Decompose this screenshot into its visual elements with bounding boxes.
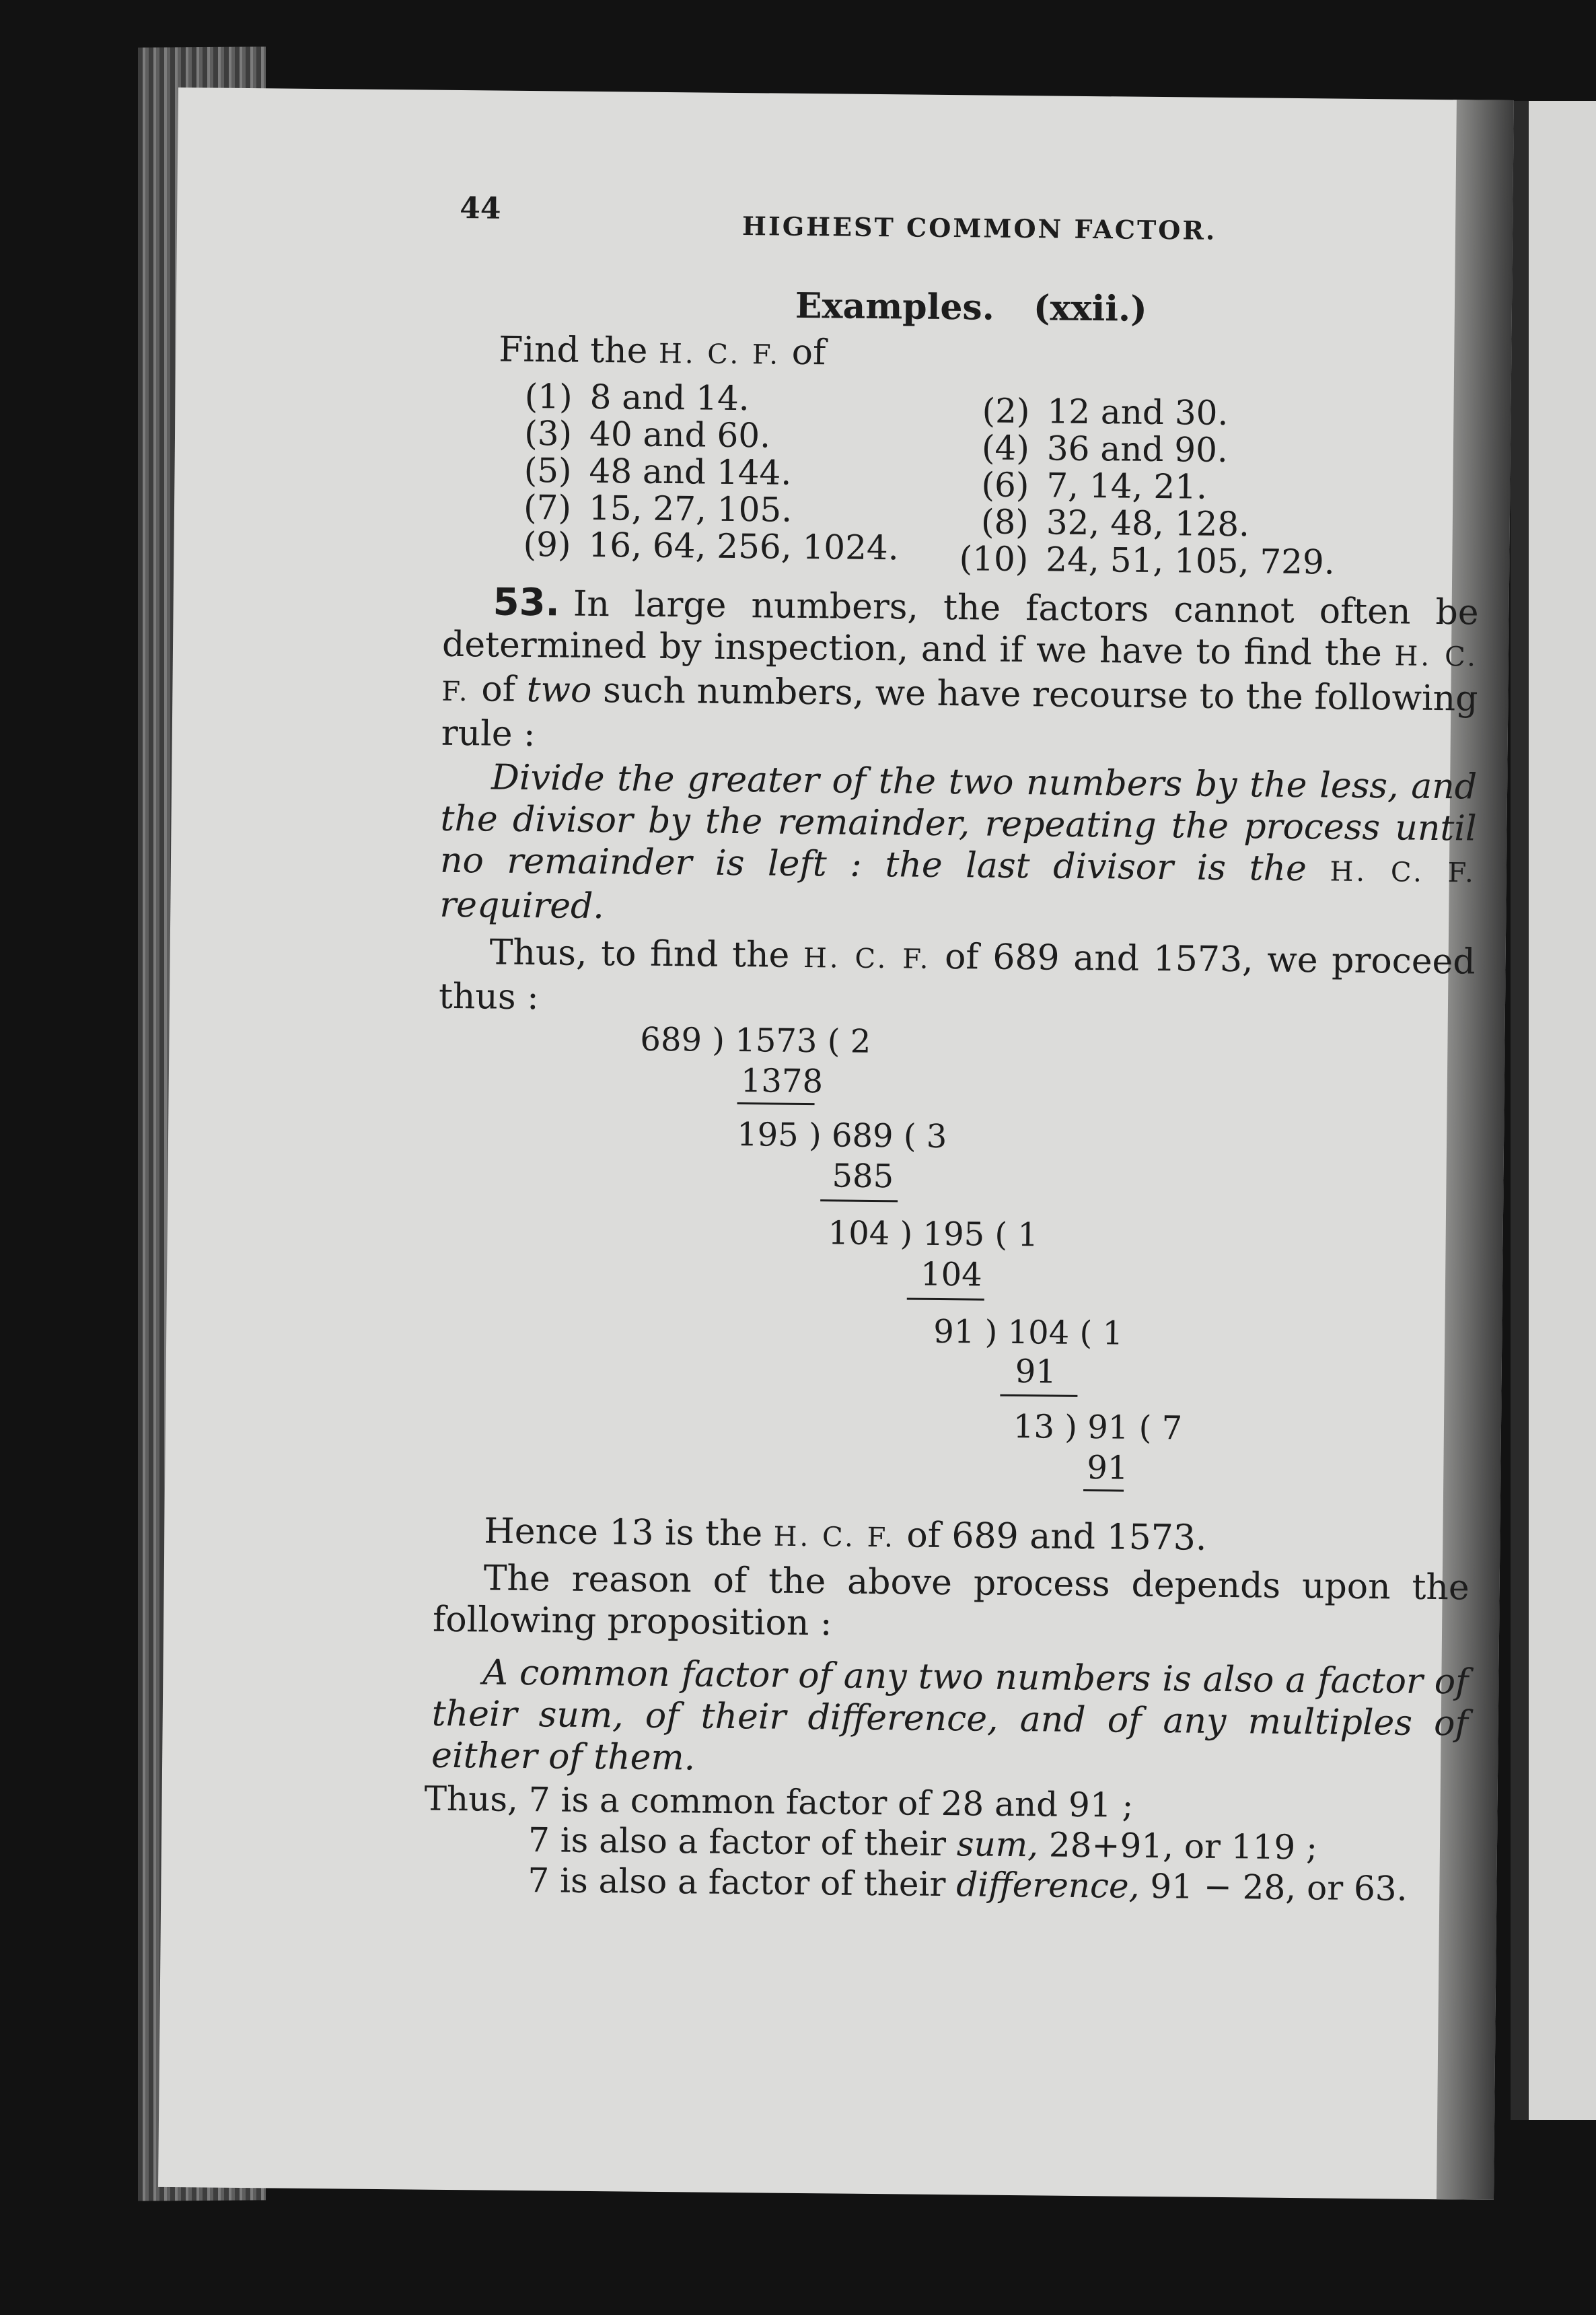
example-number: (2) [982,391,1030,431]
example-text: 15, 27, 105. [588,488,793,530]
example-number: (10) [959,539,1029,579]
example-number: (5) [523,450,572,491]
step-divisor: 689 [640,1020,702,1059]
hence-suffix: of 689 and 1573. [906,1515,1207,1559]
division-step: 195 ) 689 ( 3 [736,1116,947,1156]
step-rule [820,1199,898,1202]
step-product: 91 [1015,1353,1057,1391]
thus-prefix: Thus, to find the [489,932,790,976]
example-number: (6) [981,465,1029,505]
proposition-paragraph: A common factor of any two numbers is also a factor of their sum, of their difference, and of any multiples of either of them. [431,1652,1469,1779]
step-product: 1378 [740,1062,824,1101]
step-dividend: 1573 [735,1022,818,1061]
example-text: 36 and 90. [1046,429,1229,470]
example-item [949,428,1228,470]
example-line-emphasis: difference, [956,1865,1140,1906]
step-quotient: 3 [926,1117,947,1156]
page-gutter-shadow [1437,100,1514,2200]
find-abbr: H. C. F. [658,338,781,371]
step-quotient: 1 [1017,1216,1039,1254]
example-line [528,1820,1317,1867]
example-item [948,465,1207,507]
thus-abbr: H. C. F. [803,942,931,975]
step-rule [1083,1489,1124,1492]
step-divisor: 195 [736,1116,799,1154]
thus-suffix: of 689 and 1573, we proceed thus : [438,936,1476,1018]
example-item [491,376,750,418]
example-text: 48 and 144. [589,451,792,493]
section-53-paragraph [441,581,1479,764]
examples-heading-label: Examples. [795,285,995,328]
rule-abbr: H. C. F. [1330,856,1477,889]
example-item [490,524,899,567]
example-number: (9) [523,524,571,565]
rule-end: required. [439,884,605,927]
example-text: 24, 51, 105, 729. [1046,540,1335,582]
step-divisor: 104 [828,1214,890,1253]
book-page [158,87,1514,2200]
step-dividend: 104 [1007,1313,1070,1352]
section-text: of [481,669,516,710]
thus-paragraph [439,931,1476,1028]
find-instruction [499,330,826,373]
example-line: Thus, 7 is a common factor of 28 and 91 ; [424,1779,1134,1825]
example-line-text: 28+91, or 119 ; [1048,1825,1318,1867]
step-rule [737,1102,815,1105]
example-item [491,487,793,529]
section-emphasis: two [526,670,592,711]
step-quotient: 7 [1161,1409,1183,1448]
example-line-text: 7 is also a factor of their [528,1861,946,1904]
example-line [528,1861,1408,1909]
examples-heading [795,285,1147,330]
step-rule [1000,1394,1077,1397]
step-product: 585 [832,1157,894,1196]
example-text: 40 and 60. [589,414,771,456]
section-abbr: H. C. F. [441,641,1479,708]
step-dividend: 195 [922,1215,985,1254]
section-number: 53. [493,580,560,625]
example-number: (3) [523,413,573,454]
example-text: 12 and 30. [1047,392,1229,433]
rule-paragraph [439,756,1477,936]
examples-heading-number: (xxii.) [1033,287,1148,330]
example-text: 8 and 14. [589,377,750,419]
example-item [491,413,770,455]
find-suffix: of [791,332,826,373]
step-dividend: 689 [831,1116,894,1155]
rule-text: Divide the greater of the two numbers by the less, and the divisor by the remainder, repeating the process until no remainder is left : the last divisor is the [439,757,1478,890]
example-text: 16, 64, 256, 1024. [588,525,899,568]
step-product: 91 [1087,1449,1128,1487]
find-prefix: Find the [498,329,648,371]
example-item [949,391,1228,433]
division-step: 13 ) 91 ( 7 [1013,1408,1183,1448]
step-product: 104 [920,1255,983,1294]
example-text: 32, 48, 128. [1046,503,1250,544]
step-divisor: 91 [933,1312,975,1351]
running-head: HIGHEST COMMON FACTOR. [741,211,1217,246]
step-dividend: 91 [1087,1409,1129,1447]
step-rule [907,1297,984,1300]
step-divisor: 13 [1013,1408,1055,1446]
example-number: (1) [524,376,573,417]
step-quotient: 1 [1102,1314,1124,1353]
division-step: 104 ) 195 ( 1 [828,1214,1039,1254]
reason-paragraph: The reason of the above process depends upon the following proposition : [432,1558,1470,1644]
page-number: 44 [460,191,501,226]
division-step: 689 ) 1573 ( 2 [640,1020,871,1061]
example-number: (8) [980,502,1029,542]
hence-abbr: H. C. F. [773,1521,896,1554]
example-item [947,539,1335,582]
example-line-text: 7 is also a factor of their [528,1820,947,1864]
example-number: (4) [981,428,1030,468]
adjacent-page-edge [1511,101,1596,2120]
step-quotient: 2 [850,1022,871,1061]
division-step: 91 ) 104 ( 1 [933,1312,1124,1353]
example-item [948,502,1250,544]
hence-paragraph [433,1510,1470,1565]
example-line-text: 91 − 28, or 63. [1150,1866,1408,1909]
section-text: In large numbers, the factors cannot often be determined by inspection, and if we have to find the [441,583,1479,674]
example-number: (7) [523,487,572,528]
hence-prefix: Hence 13 is the [484,1511,763,1555]
example-text: 7, 14, 21. [1046,466,1208,507]
example-item [491,450,791,492]
section-text: such numbers, we have recourse to the following rule : [441,670,1478,755]
example-line-emphasis: sum, [956,1824,1039,1865]
